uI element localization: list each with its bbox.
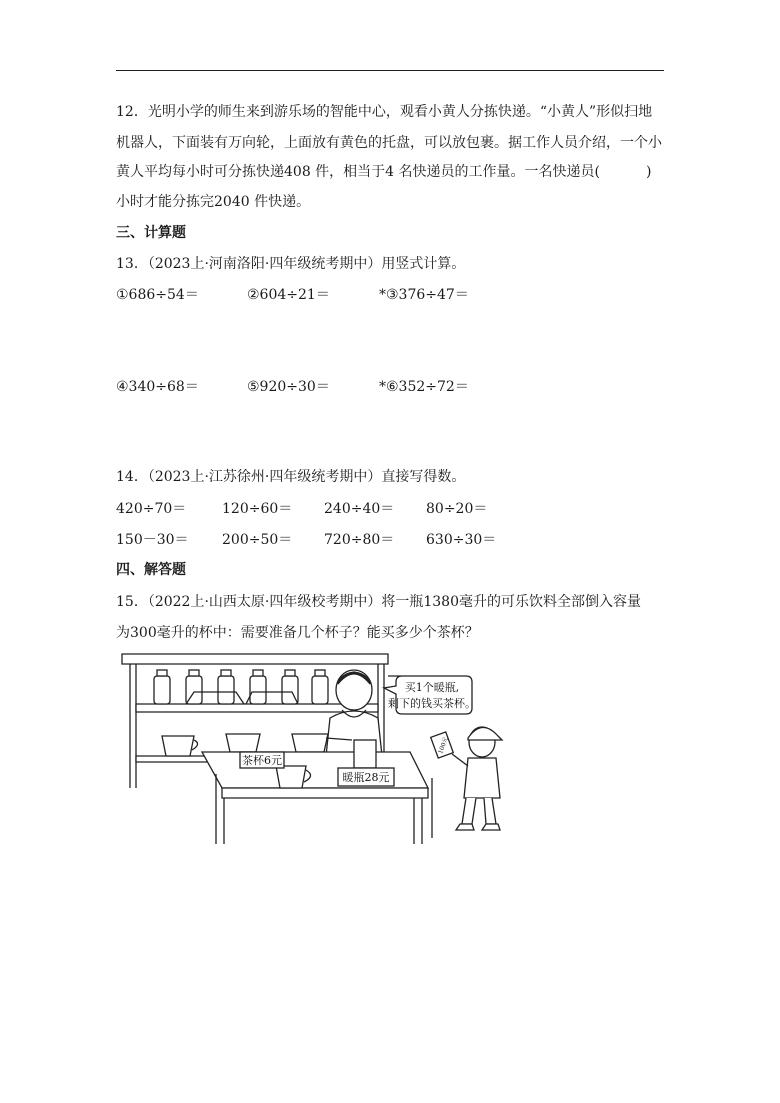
cup-price-label: 茶杯6元 [242, 754, 282, 767]
speech-line-2: 剩下的钱买茶杯。 [388, 697, 476, 710]
cup-on-table [276, 766, 306, 788]
q13-item-5: ⑤920÷30＝ [247, 379, 330, 395]
shop-illustration [116, 648, 506, 848]
speech-line-1: 买1个暖瓶, [404, 681, 460, 694]
section-heading-answer: 四、解答题 [116, 562, 186, 578]
q15-line-2: 为300毫升的杯中：需要准备几个杯子？能买多少个茶杯？ [116, 625, 479, 641]
thermos-price-label: 暖瓶28元 [342, 771, 390, 784]
q13-item-1: ①686÷54＝ [116, 287, 199, 303]
q14-item-4: 80÷20＝ [426, 501, 488, 517]
q12-line-3-close: ) [646, 164, 652, 180]
q12-line-4: 小时才能分拣完2040 件快递。 [116, 194, 311, 210]
q12-line-1: 12．光明小学的师生来到游乐场的智能中心，观看小黄人分拣快递。“小黄人”形似扫地 [116, 104, 653, 120]
section-heading-calc: 三、计算题 [116, 225, 186, 241]
q14-item-5: 150－30＝ [116, 532, 189, 548]
boy-figure [452, 727, 502, 830]
q13-item-6: *⑥352÷72＝ [379, 379, 469, 395]
q14-item-2: 120÷60＝ [222, 501, 293, 517]
q14-item-1: 420÷70＝ [116, 501, 187, 517]
display-table [202, 752, 432, 844]
q15-line-1: 15．（2022上·山西太原·四年级校考期中）将一瓶1380毫升的可乐饮料全部倒入容量 [116, 594, 641, 610]
header-rule [116, 70, 664, 71]
q12-line-3-text: 黄人平均每小时可分拣快递408 件，相当于4 名快递员的工作量。一名快递员( [116, 164, 600, 180]
thermos-row [154, 670, 328, 704]
q14-item-6: 200÷50＝ [222, 532, 293, 548]
q12-line-2: 机器人，下面装有万向轮，上面放有黄色的托盘，可以放包裹。据工作人员介绍，一个小 [116, 135, 662, 151]
thermos-on-table [354, 740, 376, 768]
q14-item-3: 240÷40＝ [324, 501, 395, 517]
q12-line-3 [116, 162, 651, 182]
q14-item-8: 630÷30＝ [426, 532, 497, 548]
q13-item-2: ②604÷21＝ [247, 287, 330, 303]
q14-item-7: 720÷80＝ [324, 532, 395, 548]
q13-stem: 13．（2023上·河南洛阳·四年级统考期中）用竖式计算。 [116, 256, 466, 272]
banknote-label: 100元 [437, 736, 450, 755]
q14-stem: 14．（2023上·江苏徐州·四年级统考期中）直接写得数。 [116, 469, 466, 485]
q13-item-4: ④340÷68＝ [116, 379, 199, 395]
q13-item-3: *③376÷47＝ [379, 287, 469, 303]
